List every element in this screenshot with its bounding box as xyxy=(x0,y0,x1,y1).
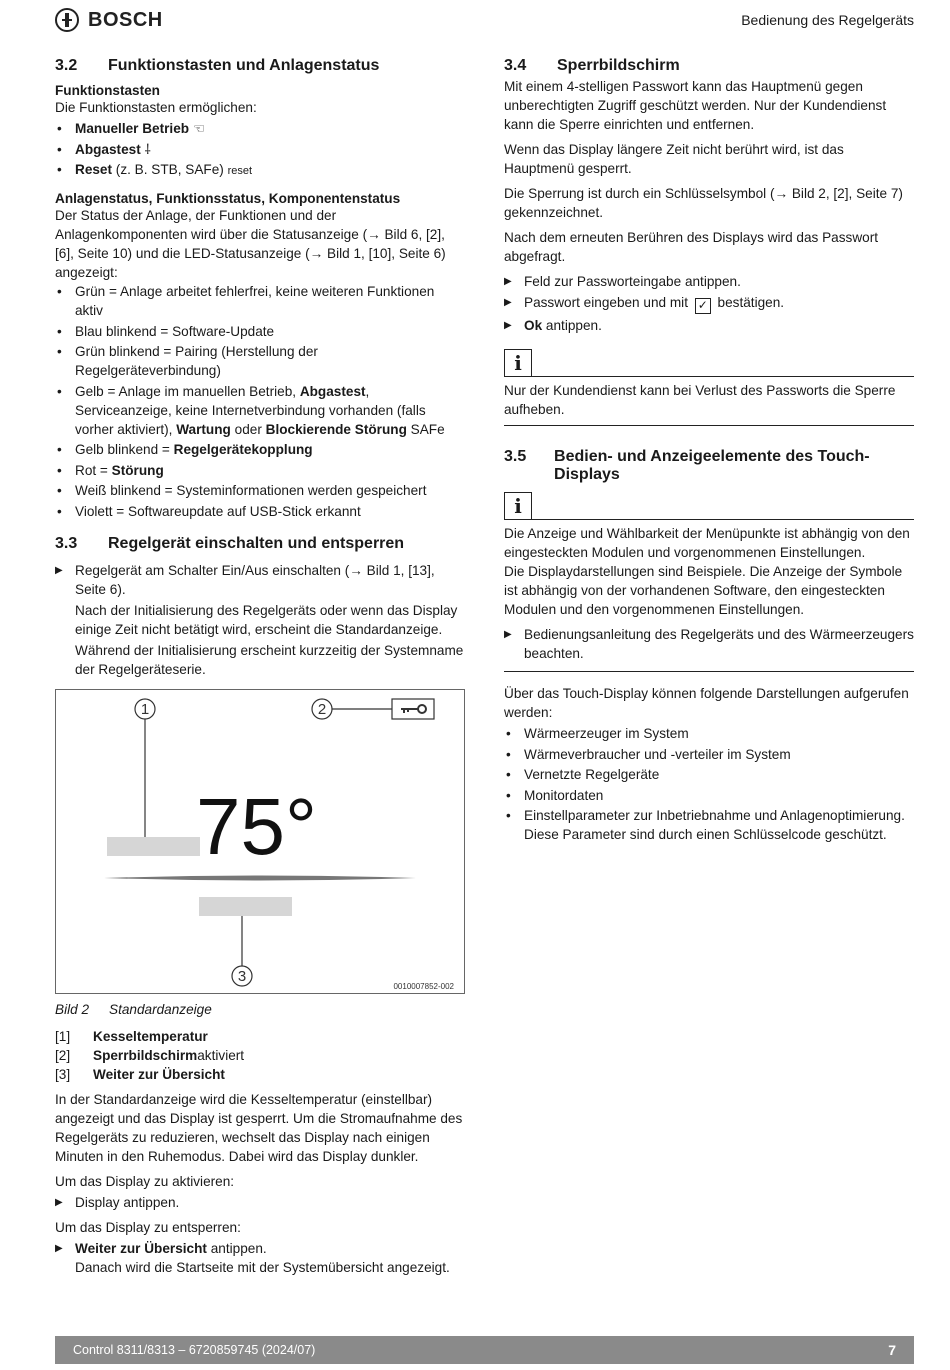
list-item: • Reset (z. B. STB, SAFe) reset xyxy=(55,160,465,181)
init-paragraph-2: Während der Initialisierung erscheint kurzzeitig der Systemname der Regelgeräteserie. xyxy=(75,642,464,677)
list-item: • Vernetzte Regelgeräte xyxy=(504,765,914,784)
list-item: • Manueller Betrieb ☜ xyxy=(55,119,465,138)
step-item: ▶ Display antippen. xyxy=(55,1193,465,1212)
callout-3: 3 xyxy=(237,967,247,985)
subheading-function-keys: Funktionstasten xyxy=(55,83,160,98)
lock-paragraph-3: Die Sperrung ist durch ein Schlüsselsymbol (→ Bild 2, [2], Seite 7) gekennzeichnet. xyxy=(504,186,903,220)
document-id: Control 8311/8313 – 6720859745 (2024/07) xyxy=(73,1343,316,1357)
list-item: • Einstellparameter zur Inbetriebnahme und Anlagenoptimierung. Diese Parameter sind durch einen Schlüsselcode geschützt. xyxy=(504,806,914,844)
subheading-status: Anlagenstatus, Funktionsstatus, Komponentenstatus xyxy=(55,191,401,206)
right-column xyxy=(504,57,914,850)
led-status-list xyxy=(55,282,465,521)
confirm-checkbox-icon: ✓ xyxy=(695,298,711,314)
section-3-5-heading: 3.5 Bedien- und Anzeigeelemente des Touch-Displays xyxy=(504,448,870,483)
unlock-intro: Um das Display zu entsperren: xyxy=(55,1219,241,1235)
display-illustration xyxy=(56,690,464,993)
info-note-display: i Die Anzeige und Wählbarkeit der Menüpunkte ist abhängig von den eingesteckten Modulen und vorgenommenen Einstellungen. Die Displaydarstellungen sind Beispiele. Die Anzeige der Symbole ist abhängig von der vorhandenen Software, den eingesteckten Modulen und den vorgenommenen Einstellungen. ▶ Bedienungsanleitung des Regelgeräts und des Wärmeerzeugers beachten. xyxy=(504,492,914,672)
list-item: • Violett = Softwareupdate auf USB-Stick erkannt xyxy=(55,502,465,521)
list-item: • Blau blinkend = Software-Update xyxy=(55,322,465,341)
init-paragraph-1: Nach der Initialisierung des Regelgeräts oder wenn das Display einige Zeit nicht betätigt wird, erscheint die Standardanzeige. xyxy=(75,602,458,637)
section-title: Funktionstasten und Anlagenstatus xyxy=(108,57,380,74)
list-item: • Rot = Störung xyxy=(55,461,465,480)
header-section-title: Bedienung des Regelgeräts xyxy=(741,12,914,28)
legend-row: [2] Sperrbildschirm aktiviert xyxy=(55,1047,245,1063)
list-item: • Gelb blinkend = Regelgerätekopplung xyxy=(55,440,465,459)
page-number: 7 xyxy=(888,1342,896,1358)
touch-display-intro: Über das Touch-Display können folgende Darstellungen aufgerufen werden: xyxy=(504,686,909,720)
list-item: • Grün blinkend = Pairing (Herstellung der Regelgeräteverbindung) xyxy=(55,342,465,380)
bosch-armature-icon xyxy=(55,8,79,32)
standby-paragraph: In der Standardanzeige wird die Kesseltemperatur (einstellbar) angezeigt und das Display ist gesperrt. Um die Stromaufnahme des Regelgeräts zu reduzieren, wechselt das Display nach einigen Minuten in den Ruhemodus. Dabei wird das Display dunkler. xyxy=(55,1091,463,1164)
temperature-value: 75° xyxy=(196,781,317,871)
list-item: • Weiß blinkend = Systeminformationen werden gespeichert xyxy=(55,481,465,500)
legend-row: [3] Weiter zur Übersicht xyxy=(55,1066,225,1082)
info-icon: i xyxy=(504,492,532,520)
status-paragraph: Der Status der Anlage, der Funktionen und der Anlagenkomponenten wird über die Statusanzeige (→ Bild 6, [2], [6], Seite 10) und die LED-Statusanzeige (→ Bild 1, [10], Seite 6) angezeigt: xyxy=(55,208,446,280)
activate-steps xyxy=(55,1193,465,1212)
lock-paragraph-1: Mit einem 4-stelligen Passwort kann das Hauptmenü gegen unberechtigten Zugriff geschützt werden. Nur der Kundendienst kann die Sperre einrichten und entfernen. xyxy=(504,79,887,132)
brand-name: BOSCH xyxy=(88,8,163,31)
list-item: • Wärmeverbraucher und -verteiler im System xyxy=(504,745,914,764)
list-item: • Wärmeerzeuger im System xyxy=(504,724,914,743)
display-items-list xyxy=(504,724,914,844)
section-number: 3.2 xyxy=(55,57,78,74)
unlock-steps xyxy=(55,1239,465,1277)
step-item: ▶ Bedienungsanleitung des Regelgeräts und des Wärmeerzeugers beachten. xyxy=(504,625,914,663)
step-item: ▶ Weiter zur Übersicht antippen. Danach wird die Startseite mit der Systemübersicht angezeigt. xyxy=(55,1239,465,1277)
reset-icon: reset xyxy=(227,165,253,177)
info-note-password: i Nur der Kundendienst kann bei Verlust des Passworts die Sperre aufheben. xyxy=(504,349,914,426)
function-keys-intro: Die Funktionstasten ermöglichen: xyxy=(55,100,257,115)
step-item: ▶ Regelgerät am Schalter Ein/Aus einschalten (→ Bild 1, [13], Seite 6). xyxy=(55,561,465,599)
function-keys-list xyxy=(55,119,465,181)
list-item: • Monitordaten xyxy=(504,786,914,805)
step-item: ▶ Passwort eingeben und mit ✓ bestätigen. xyxy=(504,293,914,314)
list-item: • Abgastest ⸸ xyxy=(55,140,465,159)
figure-code: 0010007852-002 xyxy=(393,981,454,991)
bosch-logo xyxy=(55,8,163,32)
section-3-4-heading: 3.4 Sperrbildschirm xyxy=(504,57,680,74)
section-3-2-heading xyxy=(55,57,465,75)
section-3-3-heading: 3.3 Regelgerät einschalten und entsperren xyxy=(55,534,405,552)
legend-row: [1] Kesseltemperatur xyxy=(55,1028,208,1044)
callout-2: 2 xyxy=(317,700,327,718)
figure-legend xyxy=(55,1027,465,1084)
left-column xyxy=(55,57,465,1283)
lock-paragraph-4: Nach dem erneuten Berühren des Displays wird das Passwort abgefragt. xyxy=(504,230,879,264)
activate-intro: Um das Display zu aktivieren: xyxy=(55,1173,235,1189)
step-item: ▶ Feld zur Passworteingabe antippen. xyxy=(504,272,914,291)
flue-gas-test-icon: ⸸ xyxy=(144,141,151,157)
callout-1: 1 xyxy=(140,700,150,718)
standard-display-figure xyxy=(55,689,465,994)
manual-mode-icon: ☜ xyxy=(192,121,206,136)
list-item: • Grün = Anlage arbeitet fehlerfrei, keine weiteren Funktionen aktiv xyxy=(55,282,465,320)
info-icon: i xyxy=(504,349,532,377)
figure-caption: Bild 2 Standardanzeige xyxy=(55,1001,212,1017)
power-on-steps xyxy=(55,561,465,599)
list-item: • Gelb = Anlage im manuellen Betrieb, Abgastest, Serviceanzeige, keine Internetverbindung vorhanden (falls vorher aktiviert), Wartung oder Blockierende Störung SAFe xyxy=(55,382,465,439)
lock-paragraph-2: Wenn das Display längere Zeit nicht berührt wird, ist das Hauptmenü gesperrt. xyxy=(504,142,844,176)
page-footer xyxy=(55,1336,914,1364)
step-item: ▶ Ok antippen. xyxy=(504,316,914,335)
password-steps xyxy=(504,272,914,335)
